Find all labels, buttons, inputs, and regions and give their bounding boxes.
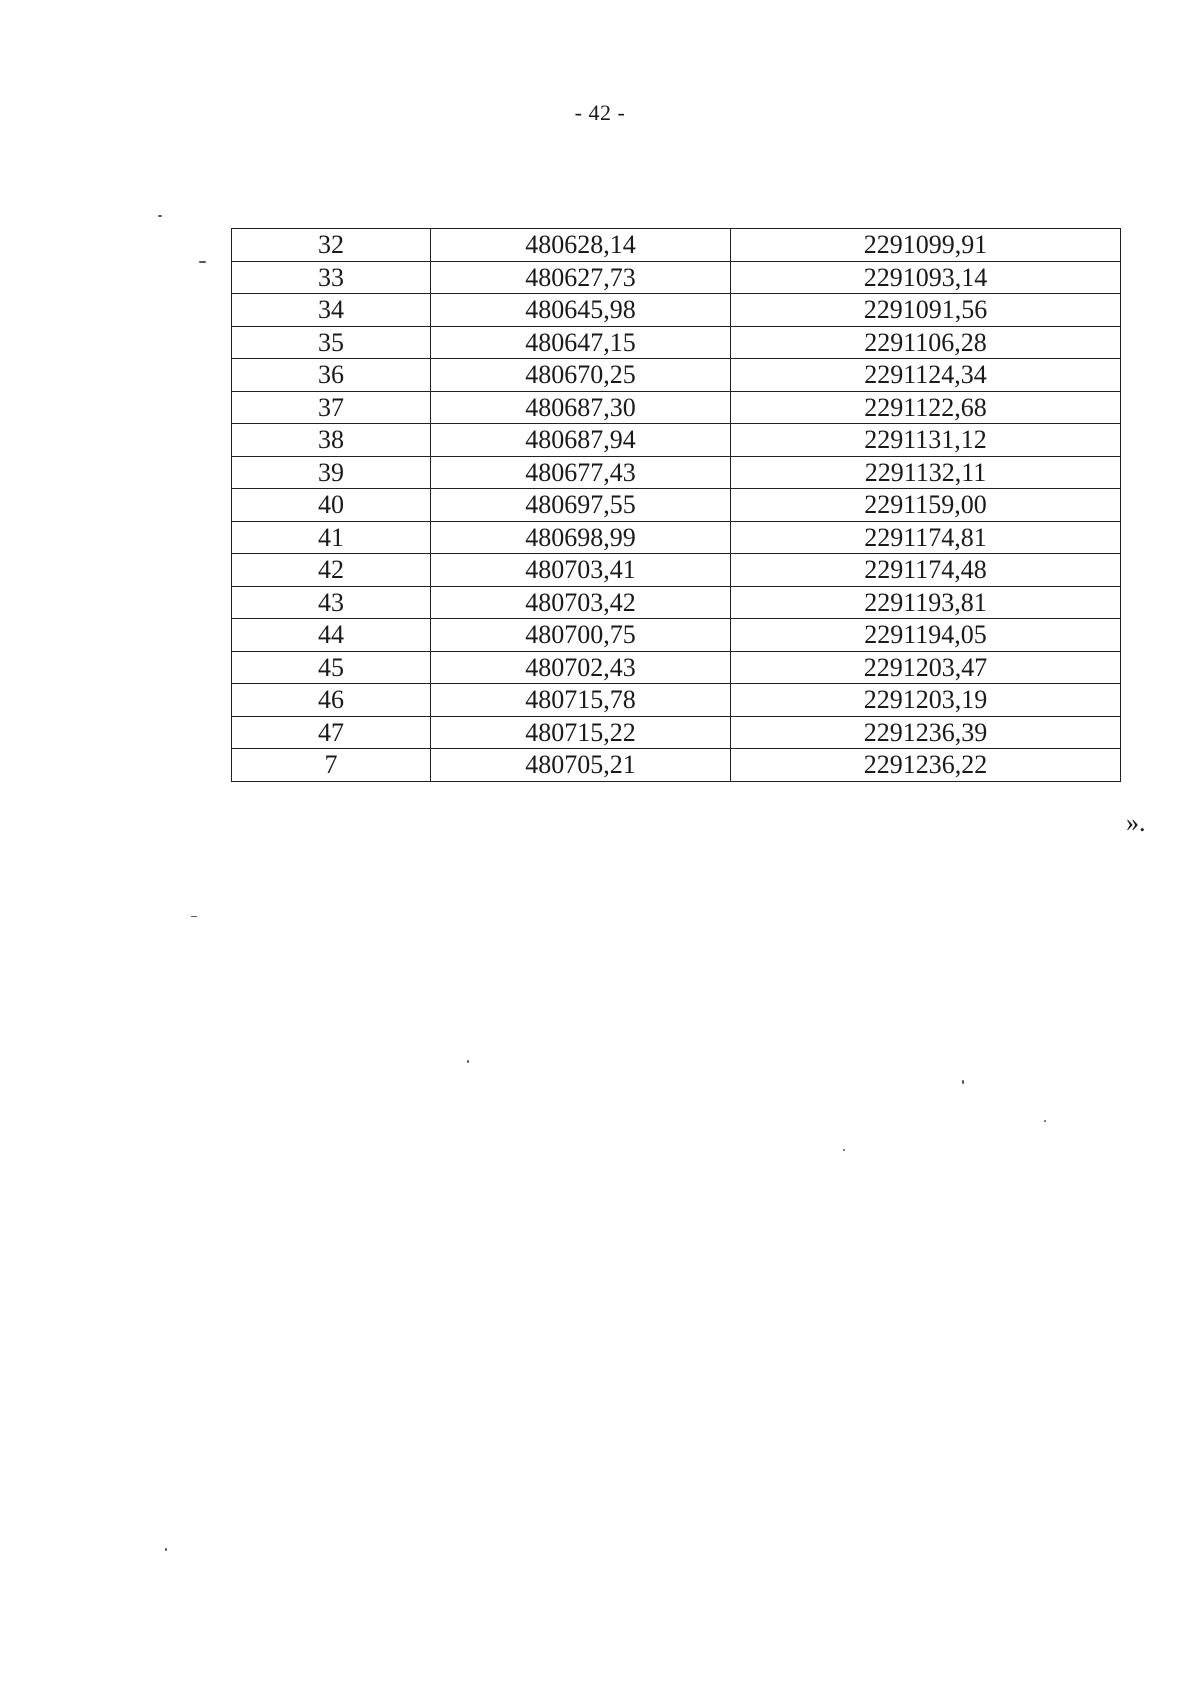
- y-coordinate-cell: 2291194,05: [731, 619, 1121, 652]
- scan-speck: [199, 261, 206, 263]
- table-row: [232, 391, 1121, 424]
- y-coordinate-cell: 2291203,47: [731, 651, 1121, 684]
- scan-speck: [158, 215, 162, 217]
- point-number-cell: 39: [232, 456, 431, 489]
- point-number-cell: 37: [232, 391, 431, 424]
- scan-speck: [843, 1149, 845, 1151]
- table-row: [232, 424, 1121, 457]
- table-row: [232, 619, 1121, 652]
- point-number-cell: 46: [232, 684, 431, 717]
- table-row: [232, 651, 1121, 684]
- x-coordinate-cell: 480705,21: [431, 749, 731, 782]
- x-coordinate-cell: 480703,41: [431, 554, 731, 587]
- table-row: [232, 716, 1121, 749]
- point-number-cell: 38: [232, 424, 431, 457]
- x-coordinate-cell: 480645,98: [431, 294, 731, 327]
- x-coordinate-cell: 480627,73: [431, 261, 731, 294]
- y-coordinate-cell: 2291124,34: [731, 359, 1121, 392]
- y-coordinate-cell: 2291091,56: [731, 294, 1121, 327]
- x-coordinate-cell: 480687,30: [431, 391, 731, 424]
- y-coordinate-cell: 2291131,12: [731, 424, 1121, 457]
- point-number-cell: 42: [232, 554, 431, 587]
- point-number-cell: 44: [232, 619, 431, 652]
- table-row: [232, 684, 1121, 717]
- y-coordinate-cell: 2291099,91: [731, 229, 1121, 262]
- x-coordinate-cell: 480715,78: [431, 684, 731, 717]
- page-number: - 42 -: [574, 100, 626, 125]
- x-coordinate-cell: 480700,75: [431, 619, 731, 652]
- scan-speck: [165, 1548, 167, 1551]
- table-row: [232, 456, 1121, 489]
- point-number-cell: 34: [232, 294, 431, 327]
- x-coordinate-cell: 480703,42: [431, 586, 731, 619]
- point-number-cell: 7: [232, 749, 431, 782]
- table-row: [232, 489, 1121, 522]
- point-number-cell: 47: [232, 716, 431, 749]
- x-coordinate-cell: 480670,25: [431, 359, 731, 392]
- point-number-cell: 41: [232, 521, 431, 554]
- table-row: [232, 229, 1121, 262]
- scan-speck: [191, 916, 197, 917]
- y-coordinate-cell: 2291193,81: [731, 586, 1121, 619]
- table-row: [232, 586, 1121, 619]
- point-number-cell: 33: [232, 261, 431, 294]
- y-coordinate-cell: 2291132,11: [731, 456, 1121, 489]
- x-coordinate-cell: 480698,99: [431, 521, 731, 554]
- y-coordinate-cell: 2291122,68: [731, 391, 1121, 424]
- y-coordinate-cell: 2291174,81: [731, 521, 1121, 554]
- table-row: [232, 554, 1121, 587]
- table-row: [232, 261, 1121, 294]
- scan-speck: [467, 1060, 469, 1063]
- x-coordinate-cell: 480628,14: [431, 229, 731, 262]
- table-row: [232, 521, 1121, 554]
- y-coordinate-cell: 2291174,48: [731, 554, 1121, 587]
- scan-speck: [962, 1080, 964, 1084]
- x-coordinate-cell: 480715,22: [431, 716, 731, 749]
- y-coordinate-cell: 2291236,39: [731, 716, 1121, 749]
- x-coordinate-cell: 480702,43: [431, 651, 731, 684]
- x-coordinate-cell: 480677,43: [431, 456, 731, 489]
- table-row: [232, 749, 1121, 782]
- y-coordinate-cell: 2291106,28: [731, 326, 1121, 359]
- point-number-cell: 32: [232, 229, 431, 262]
- table-row: [232, 326, 1121, 359]
- y-coordinate-cell: 2291236,22: [731, 749, 1121, 782]
- closing-quote-mark: ».: [1126, 808, 1146, 837]
- point-number-cell: 35: [232, 326, 431, 359]
- point-number-cell: 43: [232, 586, 431, 619]
- point-number-cell: 40: [232, 489, 431, 522]
- y-coordinate-cell: 2291203,19: [731, 684, 1121, 717]
- table-row: [232, 359, 1121, 392]
- x-coordinate-cell: 480687,94: [431, 424, 731, 457]
- table-row: [232, 294, 1121, 327]
- coordinates-table: [231, 228, 1121, 782]
- scan-speck: [1044, 1120, 1046, 1122]
- point-number-cell: 36: [232, 359, 431, 392]
- point-number-cell: 45: [232, 651, 431, 684]
- y-coordinate-cell: 2291093,14: [731, 261, 1121, 294]
- y-coordinate-cell: 2291159,00: [731, 489, 1121, 522]
- x-coordinate-cell: 480697,55: [431, 489, 731, 522]
- x-coordinate-cell: 480647,15: [431, 326, 731, 359]
